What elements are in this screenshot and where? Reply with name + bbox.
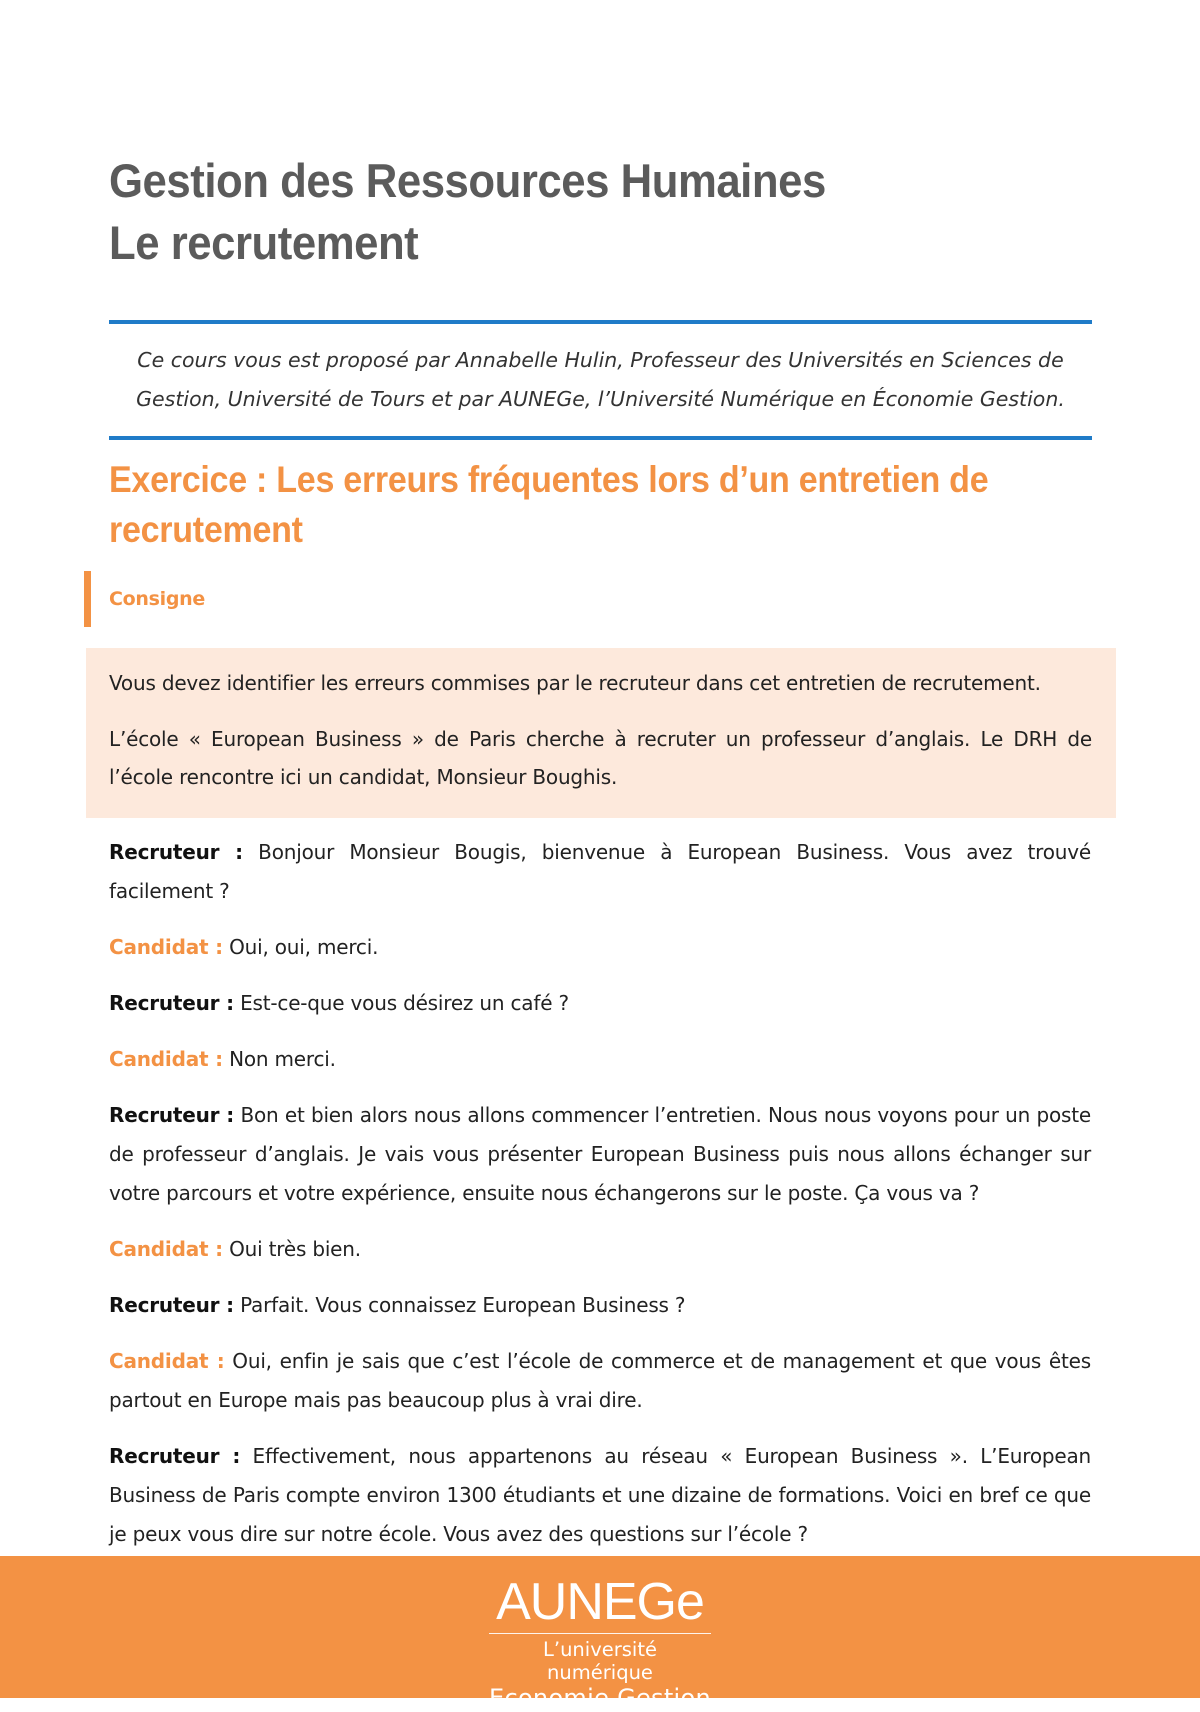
- dialogue-text: Non merci.: [222, 1047, 336, 1071]
- dialogue-text: Effectivement, nous appartenons au réseau « European Business ». L’European Business de Paris compte environ 1300 étudiants et une dizaine de formations. Voici en bref ce que je peux vous dire sur notre école. Vous avez des questions sur l’école ?: [109, 1444, 1091, 1546]
- consigne-box: [86, 648, 1116, 818]
- top-divider: [109, 320, 1092, 324]
- dialogue-text: Parfait. Vous connaissez European Business ?: [233, 1293, 686, 1317]
- dialogue: [109, 833, 1091, 1571]
- dialogue-text: Est-ce-que vous désirez un café ?: [233, 991, 569, 1015]
- dialogue-text: Bonjour Monsieur Bougis, bienvenue à European Business. Vous avez trouvé facilement ?: [109, 840, 1091, 903]
- speaker-candidat: Candidat :: [109, 1349, 225, 1373]
- dialogue-text: Oui, enfin je sais que c’est l’école de commerce et de management et que vous êtes partout en Europe mais pas beaucoup plus à vrai dire.: [109, 1349, 1091, 1412]
- speaker-candidat: Candidat :: [109, 1237, 223, 1261]
- bottom-divider: [109, 436, 1092, 440]
- consigne-accent-bar: [84, 571, 91, 627]
- logo-tagline-1: L’université numérique: [543, 1638, 657, 1684]
- exercise-title: Exercice : Les erreurs fréquentes lors d’un entretien de recrutement: [109, 459, 989, 550]
- logo-divider: [489, 1633, 711, 1634]
- speaker-recruteur: Recruteur :: [109, 1444, 241, 1468]
- dialogue-line: [109, 984, 1091, 1023]
- speaker-recruteur: Recruteur :: [109, 840, 243, 864]
- dialogue-line: [109, 1342, 1091, 1420]
- speaker-candidat: Candidat :: [109, 935, 223, 959]
- logo-wordmark: AUNEGe: [496, 1573, 704, 1631]
- dialogue-text: Bon et bien alors nous allons commencer l’entretien. Nous nous voyons pour un poste de professeur d’anglais. Je vais vous présenter European Business puis nous allons échanger sur votre parcours et votre expérience, ensuite nous échangerons sur le poste. Ça vous va ?: [109, 1103, 1091, 1205]
- dialogue-line: [109, 928, 1091, 967]
- document-title: [109, 150, 826, 274]
- consigne-paragraph-1: Vous devez identifier les erreurs commises par le recruteur dans cet entretien de recrutement.: [109, 671, 1041, 695]
- course-intro: Ce cours vous est proposé par Annabelle Hulin, Professeur des Universités en Sciences de Gestion, Université de Tours et par AUNEGe, l’Université Numérique en Économie Gestion.: [136, 348, 1065, 411]
- title-line-2: Le recrutement: [109, 216, 419, 269]
- dialogue-text: Oui très bien.: [222, 1237, 361, 1261]
- dialogue-line: [109, 1096, 1091, 1213]
- consigne-label: Consigne: [109, 588, 205, 610]
- speaker-recruteur: Recruteur :: [109, 991, 234, 1015]
- speaker-candidat: Candidat :: [109, 1047, 223, 1071]
- dialogue-line: [109, 1286, 1091, 1325]
- dialogue-line: [109, 1040, 1091, 1079]
- footer-banner: [0, 1556, 1200, 1712]
- dialogue-text: Oui, oui, merci.: [222, 935, 379, 959]
- speaker-recruteur: Recruteur :: [109, 1103, 235, 1127]
- consigne-paragraph-2: L’école « European Business » de Paris cherche à recruter un professeur d’anglais. Le DRH de l’école rencontre ici un candidat, Monsieur Boughis.: [109, 727, 1092, 789]
- dialogue-line: [109, 833, 1091, 911]
- speaker-recruteur: Recruteur :: [109, 1293, 234, 1317]
- dialogue-line: [109, 1230, 1091, 1269]
- aunege-logo[interactable]: [487, 1574, 713, 1712]
- logo-tagline-2: Economie Gestion: [488, 1684, 712, 1712]
- dialogue-line: [109, 1437, 1091, 1554]
- title-line-1: Gestion des Ressources Humaines: [109, 154, 826, 207]
